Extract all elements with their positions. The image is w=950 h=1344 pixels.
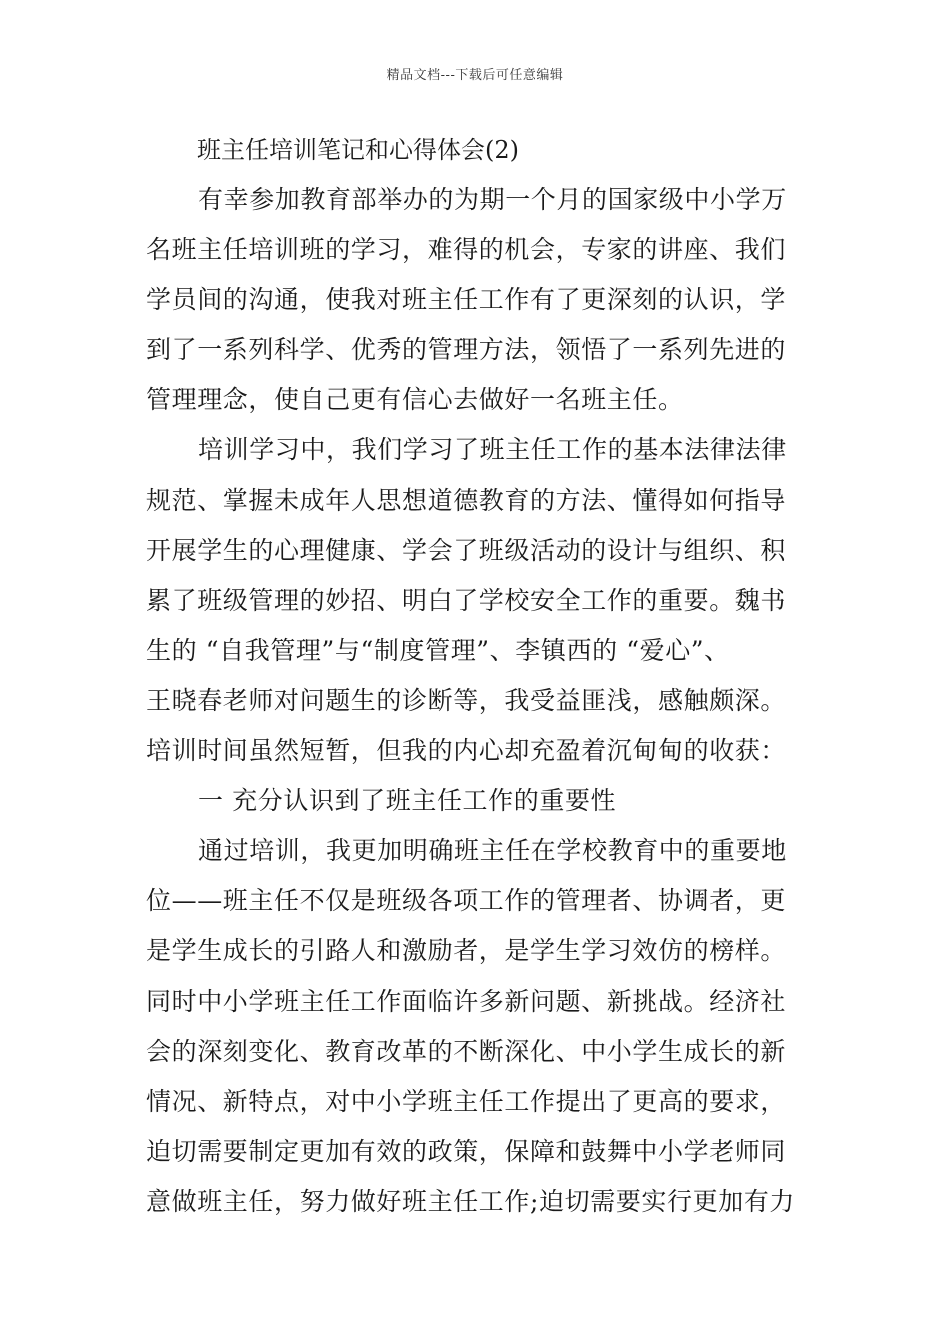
paragraph-line: 位——班主任不仅是班级各项工作的管理者、协调者，更: [146, 886, 787, 916]
paragraph-line: 是学生成长的引路人和激励者，是学生学习效仿的榜样。: [146, 936, 787, 966]
paragraph-line: 意做班主任，努力做好班主任工作;迫切需要实行更加有力: [146, 1186, 796, 1216]
paragraph-line: 培训学习中，我们学习了班主任工作的基本法律法律: [198, 435, 787, 465]
paragraph-line: 生的 “自我管理”与“制度管理”、李镇西的 “爱心”、: [146, 635, 730, 665]
section-heading: 一 充分认识到了班主任工作的重要性: [198, 786, 617, 816]
paragraph-line: 会的深刻变化、教育改革的不断深化、中小学生成长的新: [146, 1036, 787, 1066]
paragraph-line: 学员间的沟通，使我对班主任工作有了更深刻的认识，学: [146, 285, 787, 315]
paragraph-line: 培训时间虽然短暂，但我的内心却充盈着沉甸甸的收获：: [146, 736, 787, 766]
paragraph-line: 累了班级管理的妙招、明白了学校安全工作的重要。魏书: [146, 585, 787, 615]
paragraph-line: 情况、新特点，对中小学班主任工作提出了更高的要求，: [146, 1086, 787, 1116]
document-body: [146, 180, 804, 1232]
paragraph-line: 名班主任培训班的学习，难得的机会，专家的讲座、我们: [146, 235, 787, 265]
paragraph-line: 同时中小学班主任工作面临许多新问题、新挑战。经济社: [146, 986, 787, 1016]
paragraph-line: 迫切需要制定更加有效的政策，保障和鼓舞中小学老师同: [146, 1136, 787, 1166]
paragraph-line: 到了一系列科学、优秀的管理方法，领悟了一系列先进的: [146, 335, 787, 365]
paragraph-line: 通过培训，我更加明确班主任在学校教育中的重要地: [198, 836, 787, 866]
document-title: 班主任培训笔记和心得体会(2): [197, 136, 519, 164]
header-note: 精品文档---下载后可任意编辑: [386, 68, 564, 83]
paragraph-line: 开展学生的心理健康、学会了班级活动的设计与组织、积: [146, 535, 787, 565]
paragraph-line: 王晓春老师对问题生的诊断等，我受益匪浅，感触颇深。: [146, 685, 787, 715]
paragraph-line: 有幸参加教育部举办的为期一个月的国家级中小学万: [198, 185, 787, 214]
paragraph-line: 规范、掌握未成年人思想道德教育的方法、懂得如何指导: [146, 485, 787, 515]
paragraph-line: 管理理念，使自己更有信心去做好一名班主任。: [146, 385, 684, 415]
